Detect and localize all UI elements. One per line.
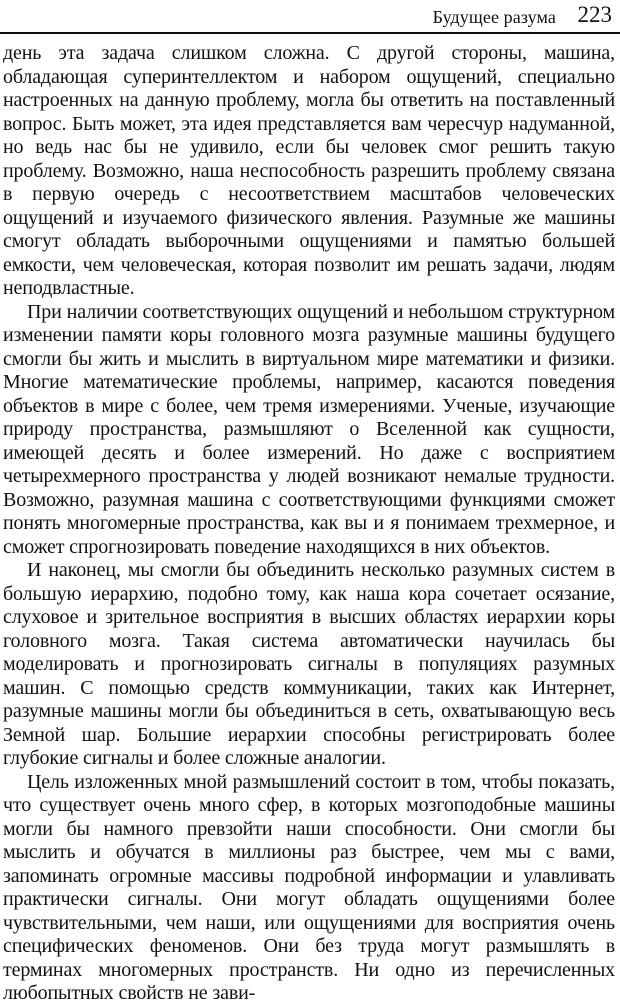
paragraph-continued: день эта задача слишком сложна. С другой стороны, машина, обладающая суперинтеллектом и набором ощущений, специально настроенных на данную проблему, могла бы ответить на поставленный вопрос. Быть может, эта идея представляется вам чересчур надуманной, но ведь нас бы не удивило, если бы человек смог решить такую проблему. Возможно, наша неспособность разрешить проблему связана в первую очередь с несоответствием масштабов человеческих ощущений и изучаемого физического явления. Разумные же машины смогут обладать выборочными ощущениями и памятью большей емкости, чем человеческая, которая позволит им решать задачи, людям неподвластные. bbox=[3, 42, 615, 299]
body-text bbox=[3, 42, 615, 1006]
header-rule bbox=[0, 32, 620, 34]
paragraph: При наличии соответствующих ощущений и небольшом структурном изменении памяти коры головного мозга разумные машины будущего смогли бы жить и мыслить в виртуальном мире математики и физики. Многие математические проблемы, например, касаются поведения объектов в мире с более, чем тремя измерениями. Ученые, изучающие природу пространства, размышляют о Вселенной как сущности, имеющей десять и более измерений. Но даже с восприятием четырехмерного пространства у людей возникают немалые трудности. Возможно, разумная машина с соответствующими функциями сможет понять многомерные пространства, как вы и я понимаем трехмерное, и сможет спрогнозировать поведение находящихся в них объектов. bbox=[3, 300, 615, 558]
page-number: 223 bbox=[577, 2, 612, 27]
paragraph: Цель изложенных мной размышлений состоит в том, чтобы показать, что существует очень много сфер, в которых мозгоподобные машины могли бы намного превзойти наши способности. Они смогли бы мыслить и обучатся в миллионы раз быстрее, чем мы с вами, запоминать огромные массивы подробной информации и улавливать практически сигналы. Они могут обладать ощущениями более чувствительными, чем наши, или ощущениями для восприятия очень специфических феноменов. Они без труда могут размышлять в терминах многомерных пространств. Ни одно из перечисленных любопытных свойств не зави- bbox=[3, 770, 615, 1004]
running-title: Будущее разума bbox=[432, 7, 556, 27]
running-header bbox=[0, 0, 620, 36]
paragraph: И наконец, мы смогли бы объединить несколько разумных систем в большую иерархию, подобно тому, как наша кора сочетает осязание, слуховое и зрительное восприятия в высших областях иерархии коры головного мозга. Такая система автоматически научилась бы моделировать и прогнозировать сигналы в популяциях разумных машин. С помощью средств коммуникации, таких как Интернет, разумные машины могли бы объединиться в сеть, охватывающую весь Земной шар. Большие иерархии способны регистрировать более глубокие сигналы и более сложные аналогии. bbox=[3, 559, 615, 769]
